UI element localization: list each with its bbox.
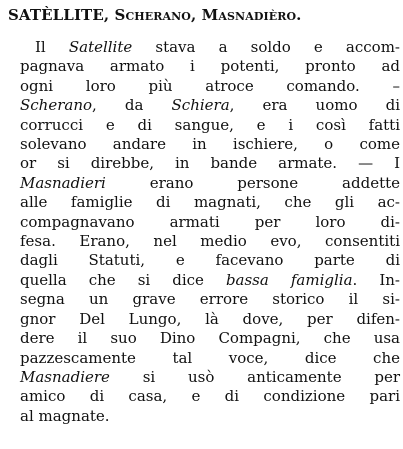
text-line (20, 174, 400, 193)
text-line (20, 116, 400, 135)
text-line (20, 154, 400, 173)
text-segment: segna un grave errore storico il si- (20, 290, 400, 309)
text-line (20, 232, 400, 251)
heading-term-satellite: SATÈLLITE, (8, 6, 110, 24)
text-line (20, 271, 400, 290)
text-segment: fesa. Erano, nel medio evo, consentiti (20, 232, 400, 251)
text-segment: dagli Statuti, e facevano parte di (20, 251, 400, 270)
text-segment: solevano andare in ischiere, o come (20, 135, 400, 154)
text-line (20, 349, 400, 368)
text-line (20, 407, 400, 426)
text-segment: gnor Del Lungo, là dove, per difen- (20, 309, 400, 328)
text-line (20, 193, 400, 212)
text-segment: amico di casa, e di condizione pari (20, 387, 400, 406)
text-segment: , era uomo di (229, 96, 400, 115)
text-line (20, 135, 400, 154)
italic-term: bassa famiglia (225, 270, 353, 289)
italic-term: Satellite (68, 38, 133, 56)
text-segment: quella che si dice (20, 270, 226, 289)
text-segment: , da (92, 96, 172, 115)
text-line (20, 310, 400, 329)
text-line (20, 251, 400, 270)
text-line (20, 213, 400, 232)
text-segment: ogni loro più atroce comando. – (20, 76, 400, 95)
text-segment: erano persone addette (105, 173, 400, 192)
text-segment: alle famiglie di magnati, che gli ac- (20, 193, 400, 212)
heading-term-masnadiero: Masnadièro. (201, 6, 302, 24)
text-line (20, 77, 400, 96)
text-segment: si usò anticamente per (109, 367, 400, 386)
text-segment: pazzescamente tal voce, dice che (20, 348, 400, 367)
italic-term: Masnadieri (20, 173, 106, 192)
text-line (20, 57, 400, 76)
text-line (20, 368, 400, 387)
text-line (20, 329, 400, 348)
entry-heading (8, 5, 403, 25)
text-segment: dere il suo Dino Compagni, che usa (20, 329, 400, 348)
text-line (20, 38, 400, 57)
heading-term-scherano: Scherano, (114, 6, 197, 24)
text-line (20, 290, 400, 309)
text-line (20, 96, 400, 115)
text-segment: corrucci e di sangue, e i così fatti (20, 115, 400, 134)
text-segment: al magnate. (20, 406, 110, 425)
text-segment: or si direbbe, in bande armate. — I (20, 154, 400, 173)
entry-body (20, 38, 400, 426)
text-line (20, 387, 400, 406)
text-segment: . In- (352, 270, 400, 289)
italic-term: Scherano (20, 96, 93, 115)
text-segment: Il (35, 38, 69, 56)
italic-term: Schiera (171, 96, 230, 115)
text-segment: stava a soldo e accom- (132, 38, 400, 56)
text-segment: pagnava armato i potenti, pronto ad (20, 57, 400, 76)
italic-term: Masnadiere (20, 367, 110, 386)
text-segment: compagnavano armati per loro di- (20, 212, 400, 231)
